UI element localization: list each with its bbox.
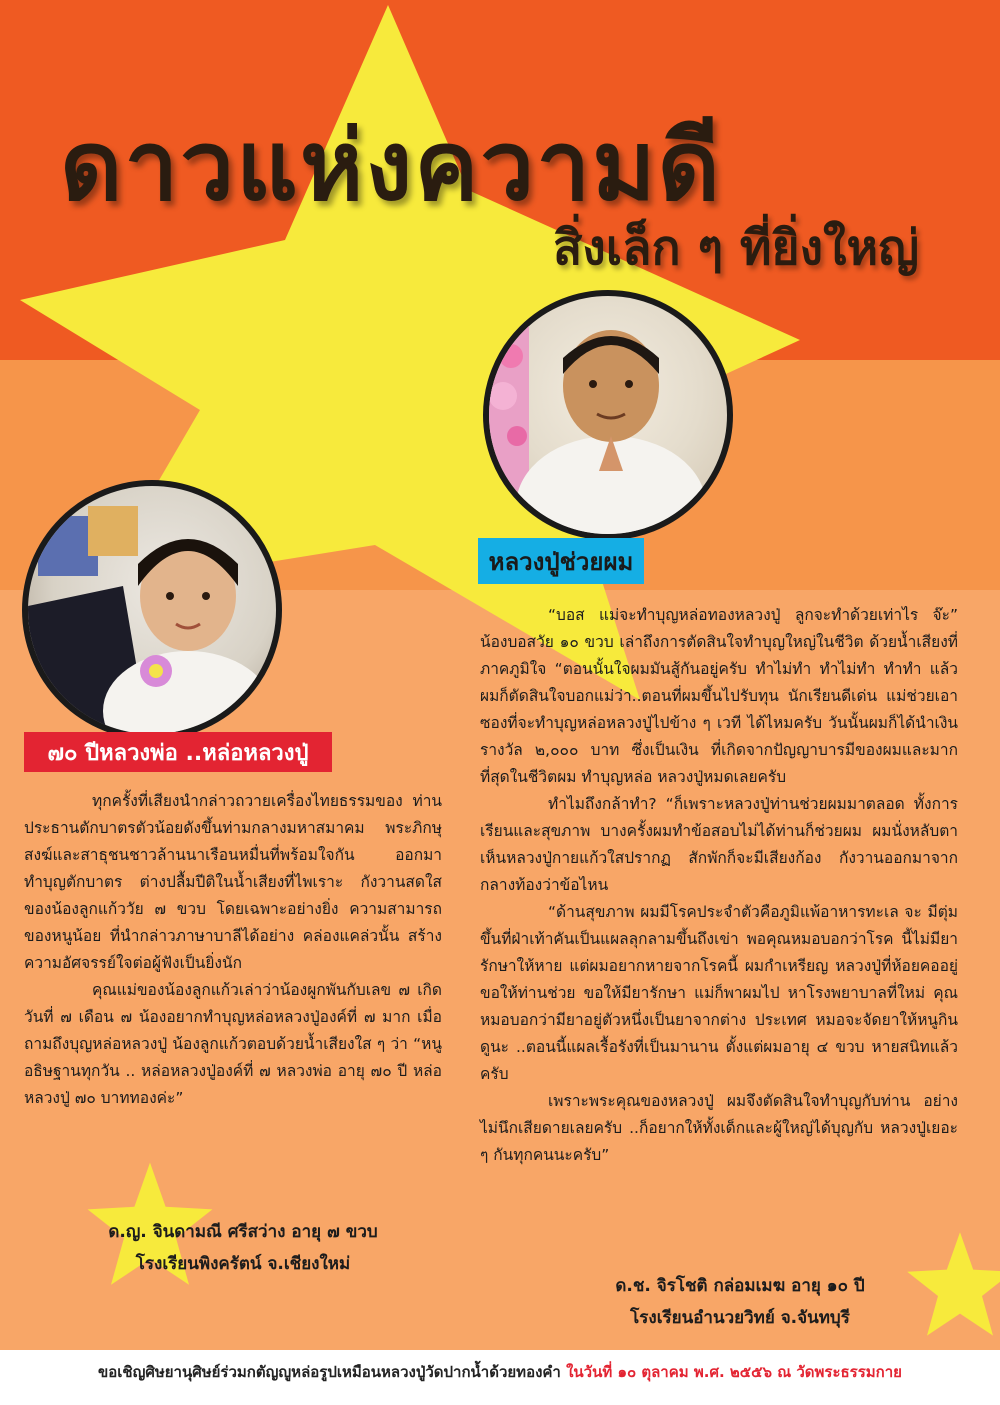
- girl-signature-name: ด.ญ. จินดามณี ศรีสว่าง อายุ ๗ ขวบ: [108, 1222, 378, 1242]
- boy-figure-icon: [489, 296, 727, 534]
- story-girl-paragraph-2: คุณแม่ของน้องลูกแก้วเล่าว่าน้องผูกพันกับเลข ๗ เกิดวันที่ ๗ เดือน ๗ น้องอยากทำบุญหล่อหลวงปู่องค์ที่ ๗ มาก เมื่อถามถึงบุญหล่อหลวงปู่ น้องลูกแก้วตอบด้วยน้ำเสียงใส ๆ ว่า “หนูอธิษฐานทุกวัน .. หล่อหลวงปู่องค์ที่ ๗ หลวงพ่อ อายุ ๗๐ ปี หล่อหลวงปู่ ๗๐ บาททองค่ะ”: [24, 981, 442, 1107]
- caption-girl: ๗๐ ปีหลวงพ่อ ..หล่อหลวงปู่: [24, 732, 332, 772]
- page-subtitle: สิ่งเล็ก ๆ ที่ยิ่งใหญ่: [553, 220, 919, 276]
- footer-invite-text: ขอเชิญศิษยานุศิษย์ร่วมกตัญญูหล่อรูปเหมือนหลวงปู่วัดปากน้ำด้วยทองคำ: [98, 1363, 561, 1381]
- story-girl-paragraph-1: ทุกครั้งที่เสียงนำกล่าวถวายเครื่องไทยธรรมของ ท่านประธานตักบาตรตัวน้อยดังขึ้นท่ามกลางมหาสมาคม พระภิกษุสงฆ์และสาธุชนชาวล้านนาเรือนหมื่นที่พร้อมใจกัน ออกมาทำบุญตักบาตร ต่างปลื้มปีติในน้ำเสียงที่ไพเราะ กังวานสดใสของน้องลูกแก้ววัย ๗ ขวบ โดยเฉพาะอย่างยิ่ง ความสามารถของหนูน้อย ที่นำกล่าวภาษาบาลีได้อย่าง คล่องแคล่วนั้น สร้างความอัศจรรย์ใจต่อผู้ฟังเป็นยิ่งนัก: [24, 792, 442, 972]
- story-boy-paragraph-4: เพราะพระคุณของหลวงปู่ ผมจึงตัดสินใจทำบุญกับท่าน อย่างไม่นึกเสียดายเลยครับ ..ก็อยากให้ทั้งเด็กและผู้ใหญ่ได้บุญกับ หลวงปู่เยอะ ๆ กันทุกคนนะครับ”: [480, 1092, 958, 1164]
- boy-signature-name: ด.ช. จิรโชติ กล่อมเมฆ อายุ ๑๐ ปี: [615, 1276, 865, 1296]
- story-boy-paragraph-1: “บอส แม่จะทำบุญหล่อทองหลวงปู่ ลูกจะทำด้วยเท่าไร จ๊ะ” น้องบอสวัย ๑๐ ขวบ เล่าถึงการตัดสินใจทำบุญใหญ่ในชีวิต ด้วยน้ำเสียงที่ภาคภูมิใจ “ตอนนั้นใจผมมันสู้กันอยู่ครับ ทำไม่ทำ ทำไม่ทำ ทำทำ แล้วผมก็ตัดสินใจบอกแม่ว่า..ตอนที่ผมขึ้นไปรับทุน นักเรียนดีเด่น แม่ช่วยเอาซองที่จะทำบุญหล่อหลวงปู่ไปข้าง ๆ เวที ได้ไหมครับ วันนั้นผมก็ได้นำเงินรางวัล ๒,๐๐๐ บาท ซึ่งเป็นเงิน ที่เกิดจากปัญญาบารมีของผมและมากที่สุดในชีวิตผม ทำบุญหล่อ หลวงปู่หมดเลยครับ: [480, 606, 958, 786]
- story-boy-paragraph-2: ทำไมถึงกล้าทำ? “ก็เพราะหลวงปู่ท่านช่วยผมมาตลอด ทั้งการเรียนและสุขภาพ บางครั้งผมทำข้อสอบไม่ได้ท่านก็ช่วยผม ผมนั่งหลับตาเห็นหลวงปู่กายแก้วใสปรากฏ สักพักก็จะมีเสียงก้อง กังวานออกมาจากกลางท้องว่าข้อไหน: [480, 795, 958, 894]
- boy-signature-school: โรงเรียนอำนวยวิทย์ จ.จันทบุรี: [630, 1308, 850, 1328]
- page-title: ดาวแห่งความดี: [60, 110, 722, 222]
- girl-figure-icon: [28, 486, 276, 734]
- caption-boy: หลวงปู่ช่วยผม: [478, 538, 644, 584]
- footer-invitation: [0, 1360, 1000, 1384]
- story-girl-text: [24, 788, 442, 1112]
- story-boy-text: [480, 602, 958, 1169]
- girl-photo: [22, 480, 282, 740]
- girl-signature-school: โรงเรียนพิงครัตน์ จ.เชียงใหม่: [135, 1254, 351, 1274]
- story-boy-paragraph-3: “ด้านสุขภาพ ผมมีโรคประจำตัวคือภูมิแพ้อาหารทะเล จะ มีตุ่มขึ้นที่ฝ่าเท้าคันเป็นแผลลุกลามขึ้นถึงเข่า พอคุณหมอบอกว่าโรค นี้ไม่มียารักษาให้หาย แต่ผมอยากหายจากโรคนี้ ผมกำเหรียญ หลวงปู่ที่ห้อยคออยู่ ขอให้ท่านช่วย ขอให้มียารักษา แม่ก็พาผมไป หาโรงพยาบาลที่ใหม่ คุณหมอบอกว่ามียาอยู่ตัวหนึ่งเป็นยาจากต่าง ประเทศ หมอจะจัดยาให้หนูกินดูนะ ..ตอนนี้แผลเรื้อรังที่เป็นมานาน ตั้งแต่ผมอายุ ๔ ขวบ หายสนิทแล้วครับ: [480, 903, 958, 1083]
- footer-event-text: ในวันที่ ๑๐ ตุลาคม พ.ศ. ๒๕๕๖ ณ วัดพระธรรมกาย: [566, 1363, 902, 1381]
- boy-photo: [483, 290, 733, 540]
